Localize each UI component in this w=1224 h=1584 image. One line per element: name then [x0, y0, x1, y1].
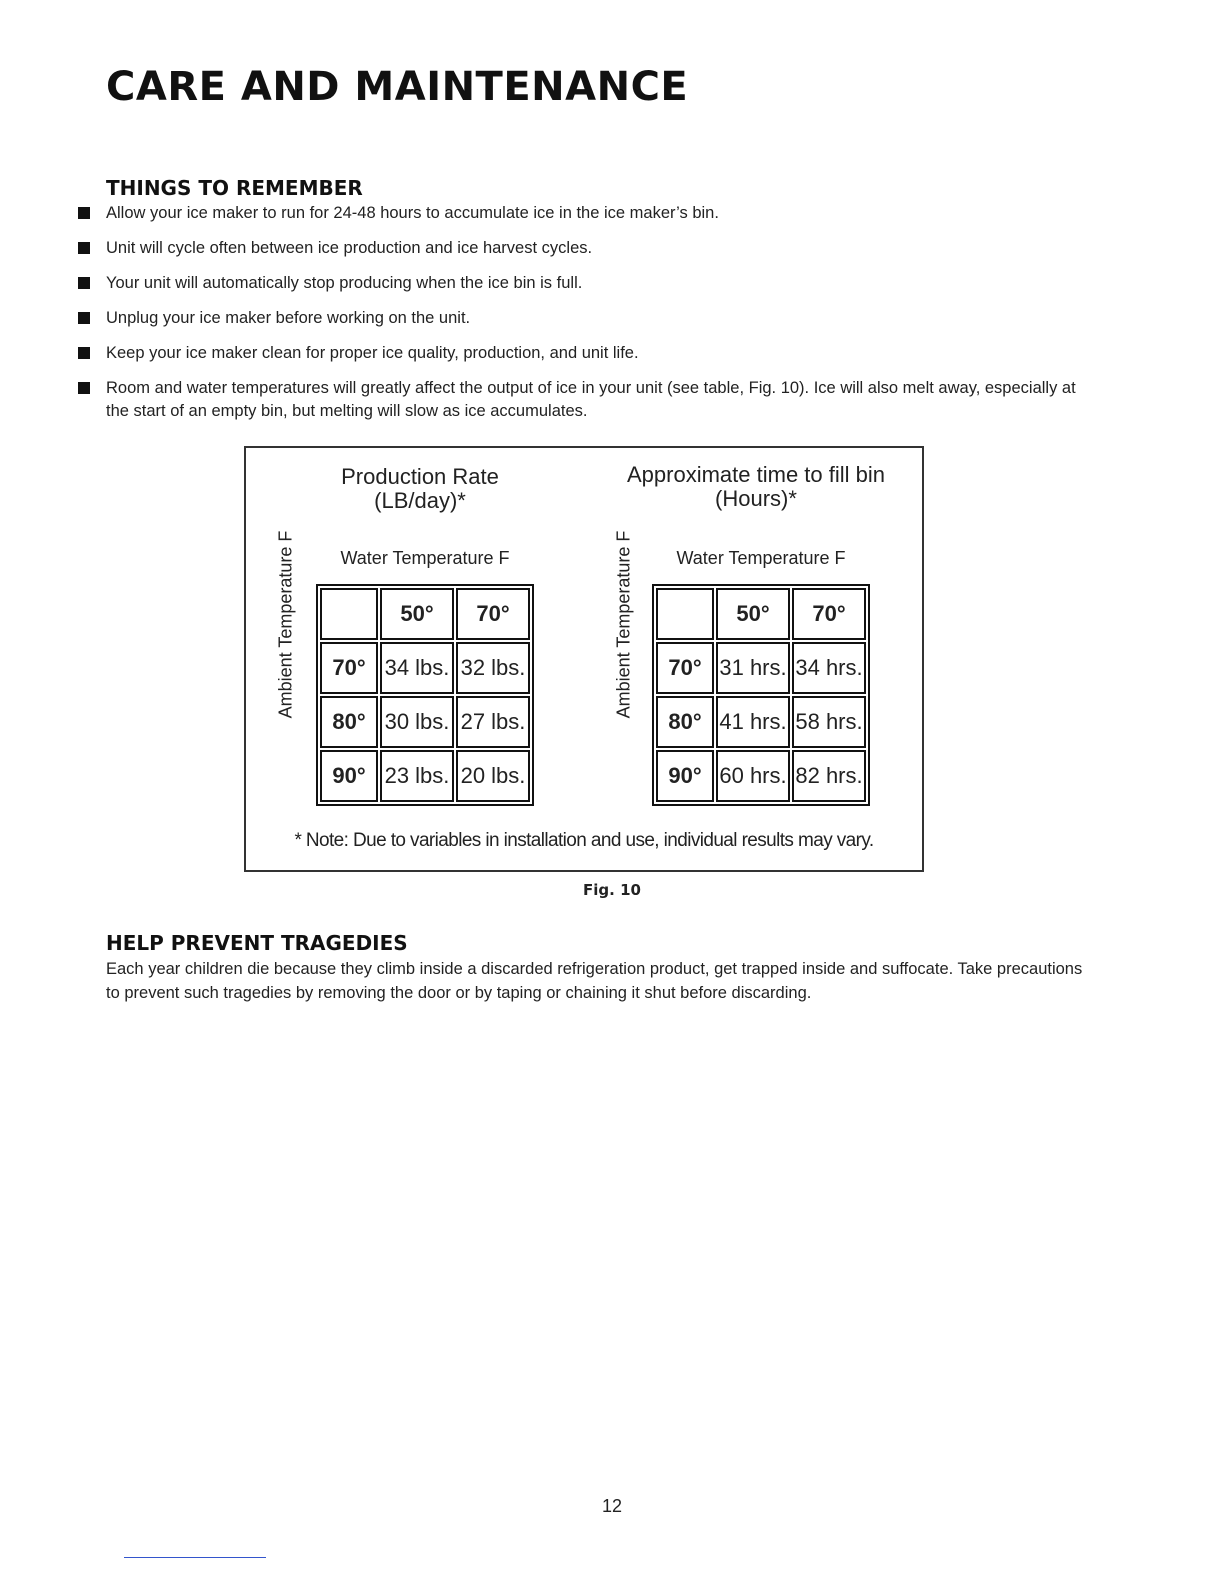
table-cell: 34 hrs.	[792, 642, 866, 694]
table-cell: 27 lbs.	[456, 696, 530, 748]
table-cell: 23 lbs.	[380, 750, 454, 802]
list-item-text: Unit will cycle often between ice production and ice harvest cycles.	[106, 239, 593, 257]
list-item	[78, 307, 1088, 330]
list-item-text: Allow your ice maker to run for 24-48 hours to accumulate ice in the ice maker’s bin.	[106, 204, 719, 222]
list-item-text: Keep your ice maker clean for proper ice quality, production, and unit life.	[106, 344, 639, 362]
things-to-remember-list	[78, 202, 1088, 435]
table-row	[320, 750, 530, 802]
square-bullet-icon	[78, 312, 90, 324]
row-header: 70°	[656, 642, 714, 694]
table-row	[320, 642, 530, 694]
table-row	[656, 642, 866, 694]
table-cell: 32 lbs.	[456, 642, 530, 694]
table-cell: 41 hrs.	[716, 696, 790, 748]
fill-time-table	[652, 584, 870, 806]
column-header: 70°	[792, 588, 866, 640]
row-header: 80°	[320, 696, 378, 748]
things-to-remember-heading: THINGS TO REMEMBER	[106, 176, 363, 200]
table-row	[656, 750, 866, 802]
row-header: 80°	[656, 696, 714, 748]
table-cell: 58 hrs.	[792, 696, 866, 748]
fill-time-unit: (Hours)*	[715, 486, 797, 511]
square-bullet-icon	[78, 347, 90, 359]
table-cell: 82 hrs.	[792, 750, 866, 802]
production-rate-title: Production Rate	[341, 464, 499, 489]
list-item	[78, 342, 1088, 365]
column-header: 50°	[716, 588, 790, 640]
row-header: 70°	[320, 642, 378, 694]
table-header-row	[656, 588, 866, 640]
row-header: 90°	[656, 750, 714, 802]
table-corner-cell	[656, 588, 714, 640]
production-water-temp-label: Water Temperature F	[340, 548, 510, 568]
production-ambient-temp-label: Ambient Temperature F	[275, 530, 296, 719]
list-item	[78, 272, 1088, 295]
square-bullet-icon	[78, 277, 90, 289]
table-cell: 30 lbs.	[380, 696, 454, 748]
fill-time-water-temp-label: Water Temperature F	[676, 548, 846, 568]
help-prevent-tragedies-text: Each year children die because they climb inside a discarded refrigeration product, get trapped inside and suffocate. Take precautions to prevent such tragedies by removing the door or by taping or chaining it shut before discarding.	[106, 960, 1083, 1002]
list-item-text: Unplug your ice maker before working on the unit.	[106, 309, 471, 327]
fill-time-ambient-temp-label: Ambient Temperature F	[613, 530, 634, 719]
page-number: 12	[601, 1496, 623, 1516]
page-title: CARE AND MAINTENANCE	[106, 64, 689, 110]
square-bullet-icon	[78, 382, 90, 394]
table-header-row	[320, 588, 530, 640]
list-item	[78, 377, 1088, 423]
figure-caption: Fig. 10	[583, 881, 641, 899]
list-item	[78, 202, 1088, 225]
fill-time-title: Approximate time to fill bin	[627, 462, 885, 487]
figure-10-box	[244, 446, 924, 872]
list-item-text: Room and water temperatures will greatly affect the output of ice in your unit (see table, Fig. 10). Ice will also melt away, especially at the start of an empty bin, but melting will slow as ice accumulates.	[106, 379, 1076, 420]
column-header: 50°	[380, 588, 454, 640]
list-item-text: Your unit will automatically stop producing when the ice bin is full.	[106, 274, 583, 292]
production-rate-table	[316, 584, 534, 806]
table-cell: 60 hrs.	[716, 750, 790, 802]
table-cell: 31 hrs.	[716, 642, 790, 694]
row-header: 90°	[320, 750, 378, 802]
production-rate-header	[310, 465, 530, 513]
square-bullet-icon	[78, 207, 90, 219]
footer-divider	[124, 1557, 266, 1558]
table-row	[656, 696, 866, 748]
help-prevent-tragedies-heading: HELP PREVENT TRAGEDIES	[106, 931, 408, 955]
column-header: 70°	[456, 588, 530, 640]
production-rate-unit: (LB/day)*	[374, 488, 466, 513]
table-corner-cell	[320, 588, 378, 640]
table-cell: 20 lbs.	[456, 750, 530, 802]
fill-time-header	[606, 463, 906, 511]
table-row	[320, 696, 530, 748]
list-item	[78, 237, 1088, 260]
table-cell: 34 lbs.	[380, 642, 454, 694]
figure-note: * Note: Due to variables in installation and use, individual results may vary.	[294, 830, 874, 851]
square-bullet-icon	[78, 242, 90, 254]
